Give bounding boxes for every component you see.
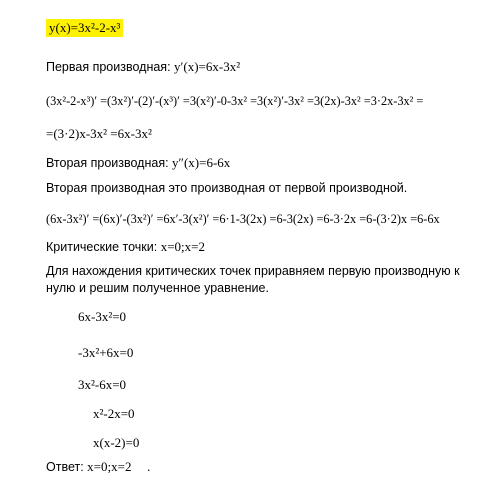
critical-points-explanation: Для нахождения критических точек приравняем первую производную к нулю и решим полученное уравнение. [46, 264, 460, 295]
critical-points-line [46, 240, 205, 254]
equation-5: x(x-2)=0 [93, 435, 140, 450]
answer-value: x=0;x=2 [87, 459, 132, 474]
answer-tail: . [146, 460, 151, 474]
second-derivative-explanation: Вторая производная это производная от первой производной. [46, 181, 408, 195]
second-derivative-result: y″(x)=6-6x [172, 155, 231, 170]
second-derivative-step: (6x-3x²)′ =(6x)′-(3x²)′ =6x′-3(x²)′ =6·1-3(2x) =6-3(2x) =6-3·2x =6-(3·2)x =6-6x [46, 212, 440, 226]
first-derivative-result: y′(x)=6x-3x² [174, 59, 241, 74]
second-derivative-line [46, 156, 230, 170]
second-derivative-label: Вторая производная: [46, 156, 169, 170]
first-derivative-line [46, 60, 240, 74]
equation-1: 6x-3x²=0 [78, 309, 127, 324]
function-definition [46, 21, 123, 34]
first-derivative-label: Первая производная: [46, 60, 171, 74]
answer-label: Ответ: [46, 460, 84, 474]
equation-2: -3x²+6x=0 [78, 345, 134, 360]
function-highlight: y(x)=3x²-2-x³ [46, 19, 123, 37]
equation-3: 3x²-6x=0 [78, 377, 127, 392]
equation-4: x²-2x=0 [93, 406, 135, 421]
first-derivative-step-2: =(3·2)x-3x² =6x-3x² [46, 126, 152, 141]
critical-points-label: Критические точки: [46, 240, 158, 254]
first-derivative-step-1: (3x²-2-x³)′ =(3x²)′-(2)′-(x³)′ =3(x²)′-0-3x² =3(x²)′-3x² =3(2x)-3x² =3·2x-3x² = [46, 94, 424, 108]
answer-line [46, 460, 150, 474]
critical-points-value: x=0;x=2 [160, 239, 205, 254]
